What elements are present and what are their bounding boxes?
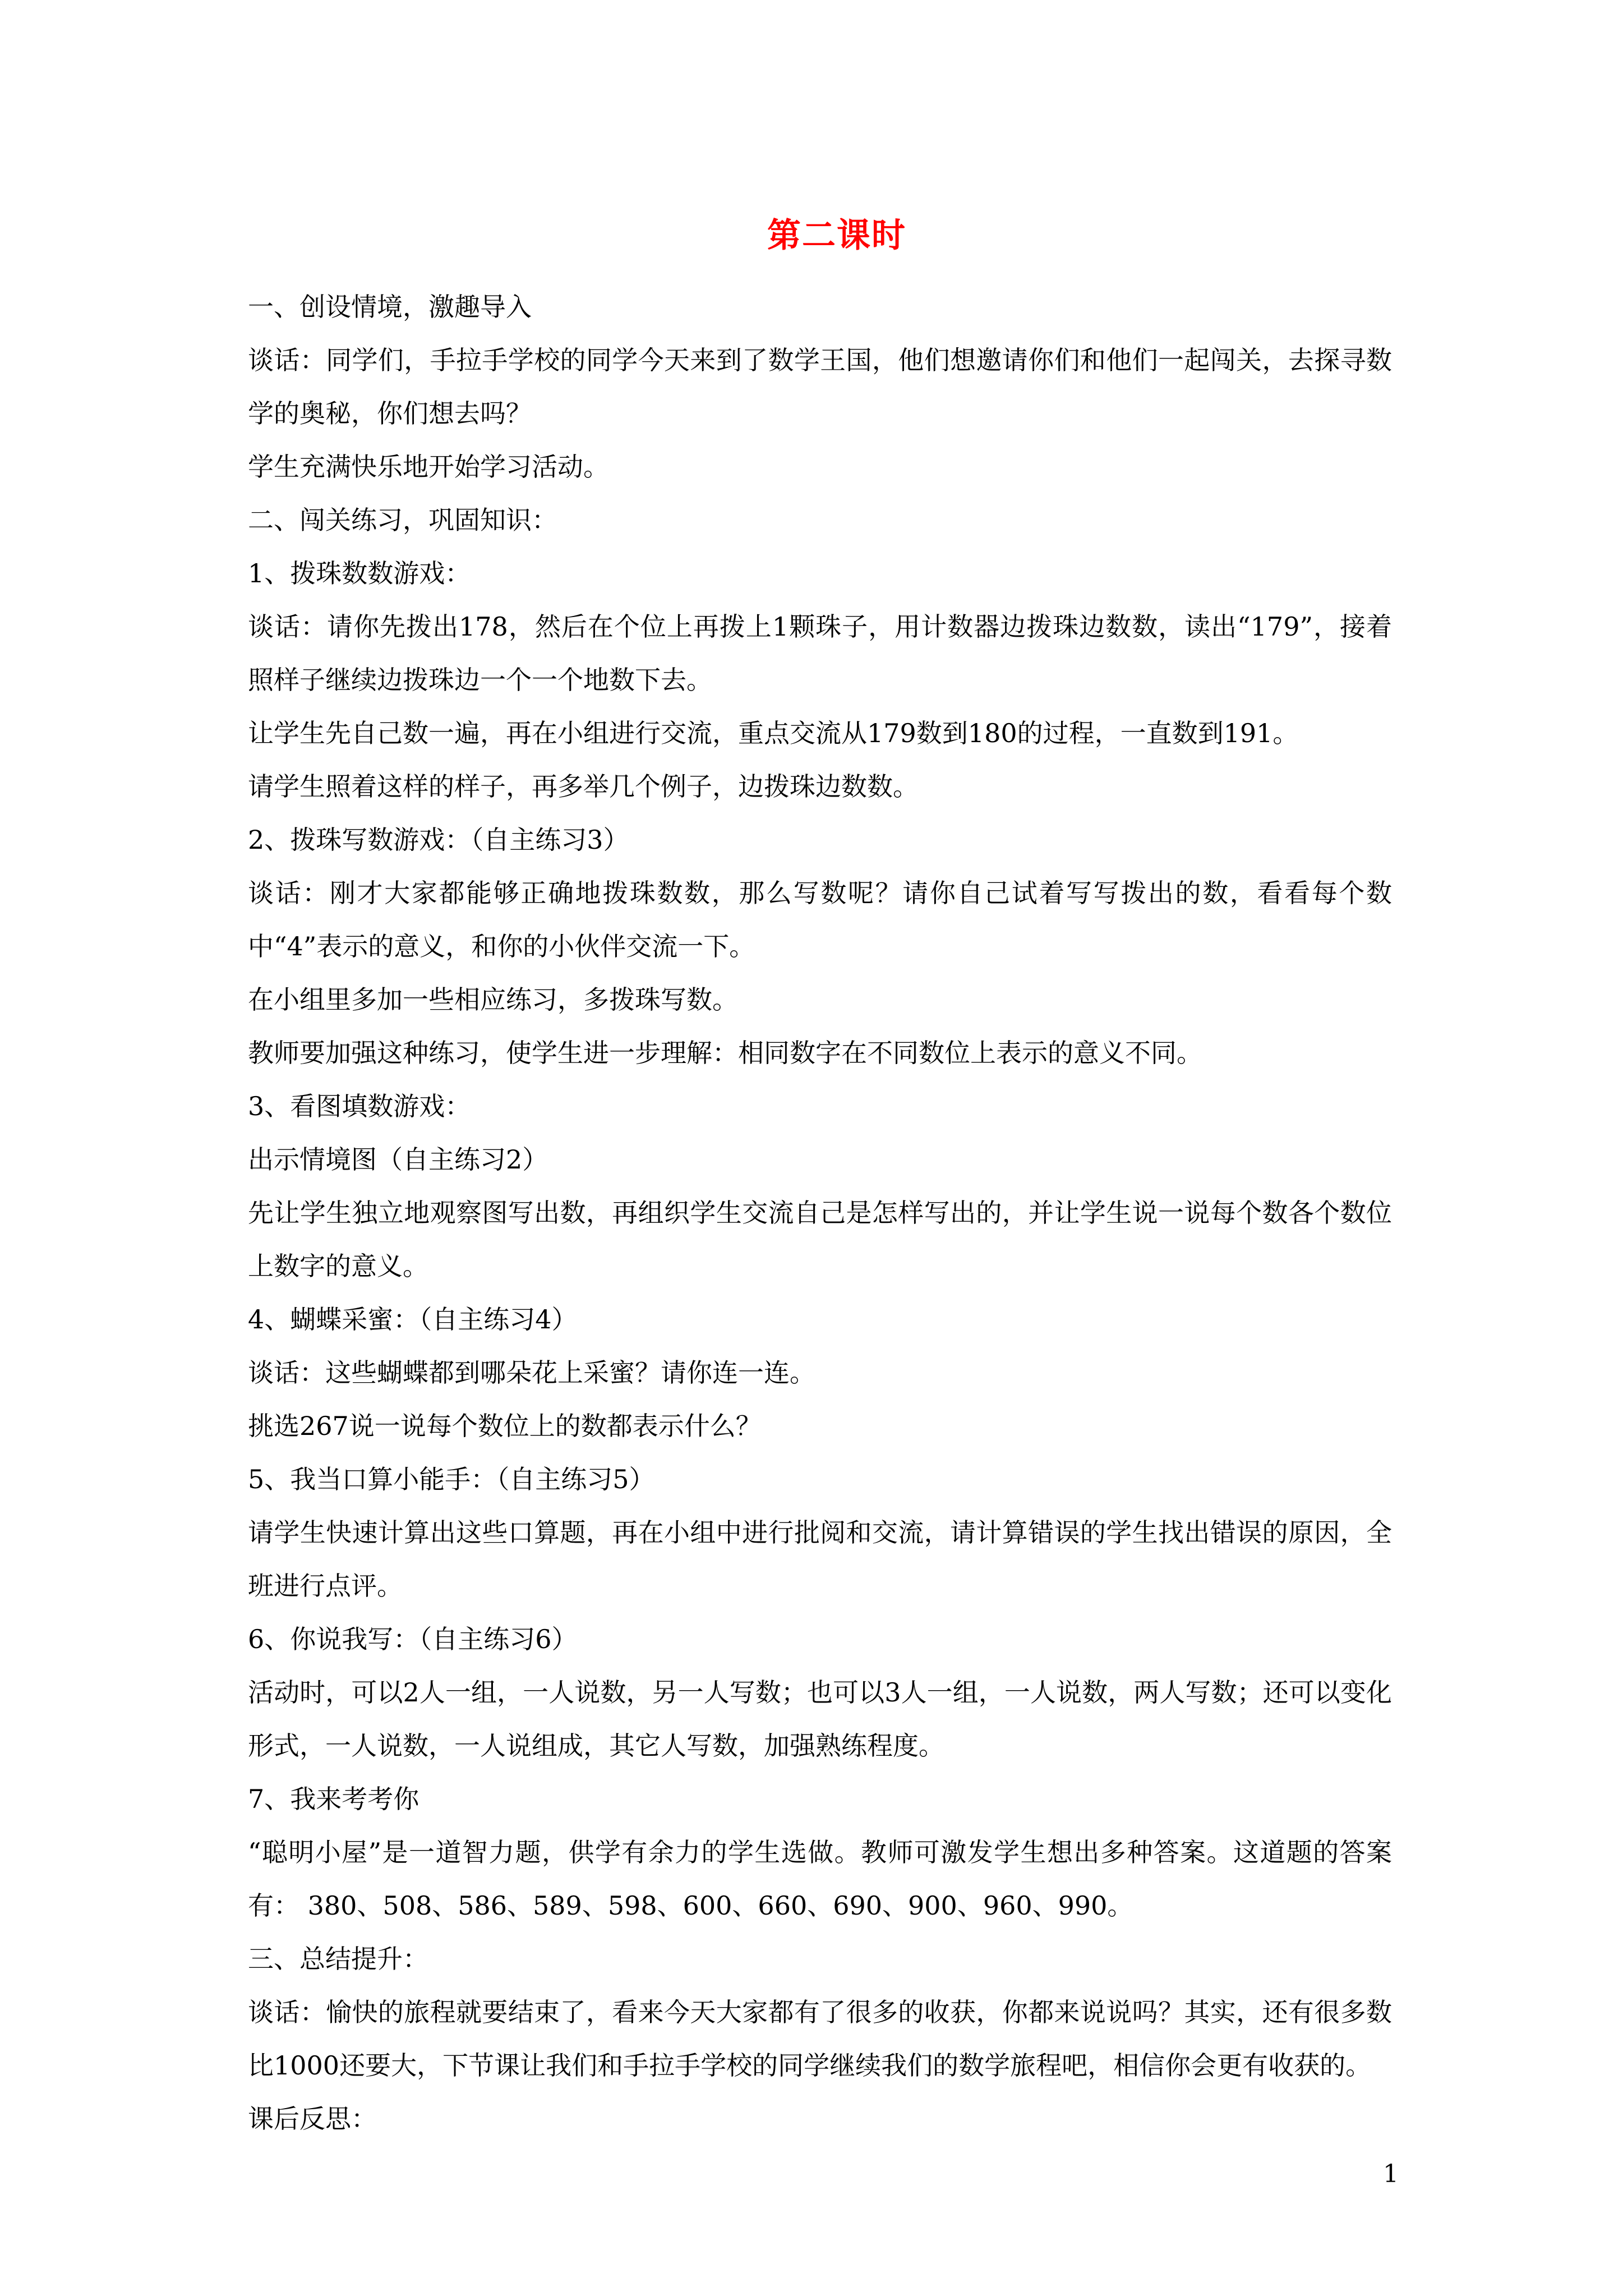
paragraph: “聪明小屋”是一道智力题，供学有余力的学生选做。教师可激发学生想出多种答案。这道题的答案有： 380、508、586、589、598、600、660、690、900、960、990。 [248, 1837, 1392, 1921]
paragraph: 课后反思： [248, 2104, 377, 2134]
paragraph: 让学生先自己数一遍，再在小组进行交流，重点交流从179数到180的过程，一直数到191。 [248, 718, 1299, 748]
item-heading: 2、拨珠写数游戏：（自主练习3） [248, 825, 629, 855]
item-heading: 7、我来考考你 [248, 1784, 419, 1814]
section-heading: 二、闯关练习，巩固知识： [248, 505, 557, 535]
paragraph: 谈话：同学们，手拉手学校的同学今天来到了数学王国，他们想邀请你们和他们一起闯关，去探寻数学的奥秘，你们想去吗？ [248, 345, 1392, 429]
paragraph: 请学生照着这样的样子，再多举几个例子，边拨珠边数数。 [248, 771, 919, 802]
item-heading: 1、拨珠数数游戏： [248, 558, 471, 588]
paragraph: 出示情境图（自主练习2） [248, 1144, 548, 1175]
paragraph: 教师要加强这种练习，使学生进一步理解：相同数字在不同数位上表示的意义不同。 [248, 1038, 1202, 1068]
paragraph: 活动时，可以2人一组，一人说数，另一人写数；也可以3人一组，一人说数，两人写数；还可以变化形式，一人说数，一人说组成，其它人写数，加强熟练程度。 [248, 1677, 1392, 1761]
document-body [248, 280, 1392, 2146]
paragraph: 谈话：刚才大家都能够正确地拨珠数数，那么写数呢？请你自己试着写写拨出的数，看看每个数中“4”表示的意义，和你的小伙伴交流一下。 [248, 878, 1392, 961]
paragraph: 请学生快速计算出这些口算题，再在小组中进行批阅和交流，请计算错误的学生找出错误的原因，全班进行点评。 [248, 1517, 1392, 1601]
item-heading: 4、蝴蝶采蜜：（自主练习4） [248, 1304, 578, 1335]
paragraph: 谈话：愉快的旅程就要结束了，看来今天大家都有了很多的收获，你都来说说吗？其实，还有很多数比1000还要大，下节课让我们和手拉手学校的同学继续我们的数学旅程吧，相信你会更有收获的。 [248, 1997, 1392, 2081]
paragraph: 在小组里多加一些相应练习，多拨珠写数。 [248, 984, 738, 1015]
item-heading: 5、我当口算小能手：（自主练习5） [248, 1464, 655, 1494]
document-title: 第二课时 [767, 216, 906, 255]
section-heading: 一、创设情境，激趣导入 [248, 292, 532, 322]
paragraph: 谈话：这些蝴蝶都到哪朵花上采蜜？请你连一连。 [248, 1358, 815, 1388]
paragraph: 学生充满快乐地开始学习活动。 [248, 452, 609, 482]
page-number: 1 [1383, 2160, 1399, 2188]
paragraph: 谈话：请你先拨出178，然后在个位上再拨上1颗珠子，用计数器边拨珠边数数，读出“179”，接着照样子继续边拨珠边一个一个地数下去。 [248, 611, 1392, 695]
paragraph: 先让学生独立地观察图写出数，再组织学生交流自己是怎样写出的，并让学生说一说每个数各个数位上数字的意义。 [248, 1198, 1392, 1281]
section-heading: 三、总结提升： [248, 1944, 428, 1974]
item-heading: 6、你说我写：（自主练习6） [248, 1624, 578, 1654]
paragraph: 挑选267说一说每个数位上的数都表示什么？ [248, 1411, 762, 1441]
item-heading: 3、看图填数游戏： [248, 1091, 471, 1121]
